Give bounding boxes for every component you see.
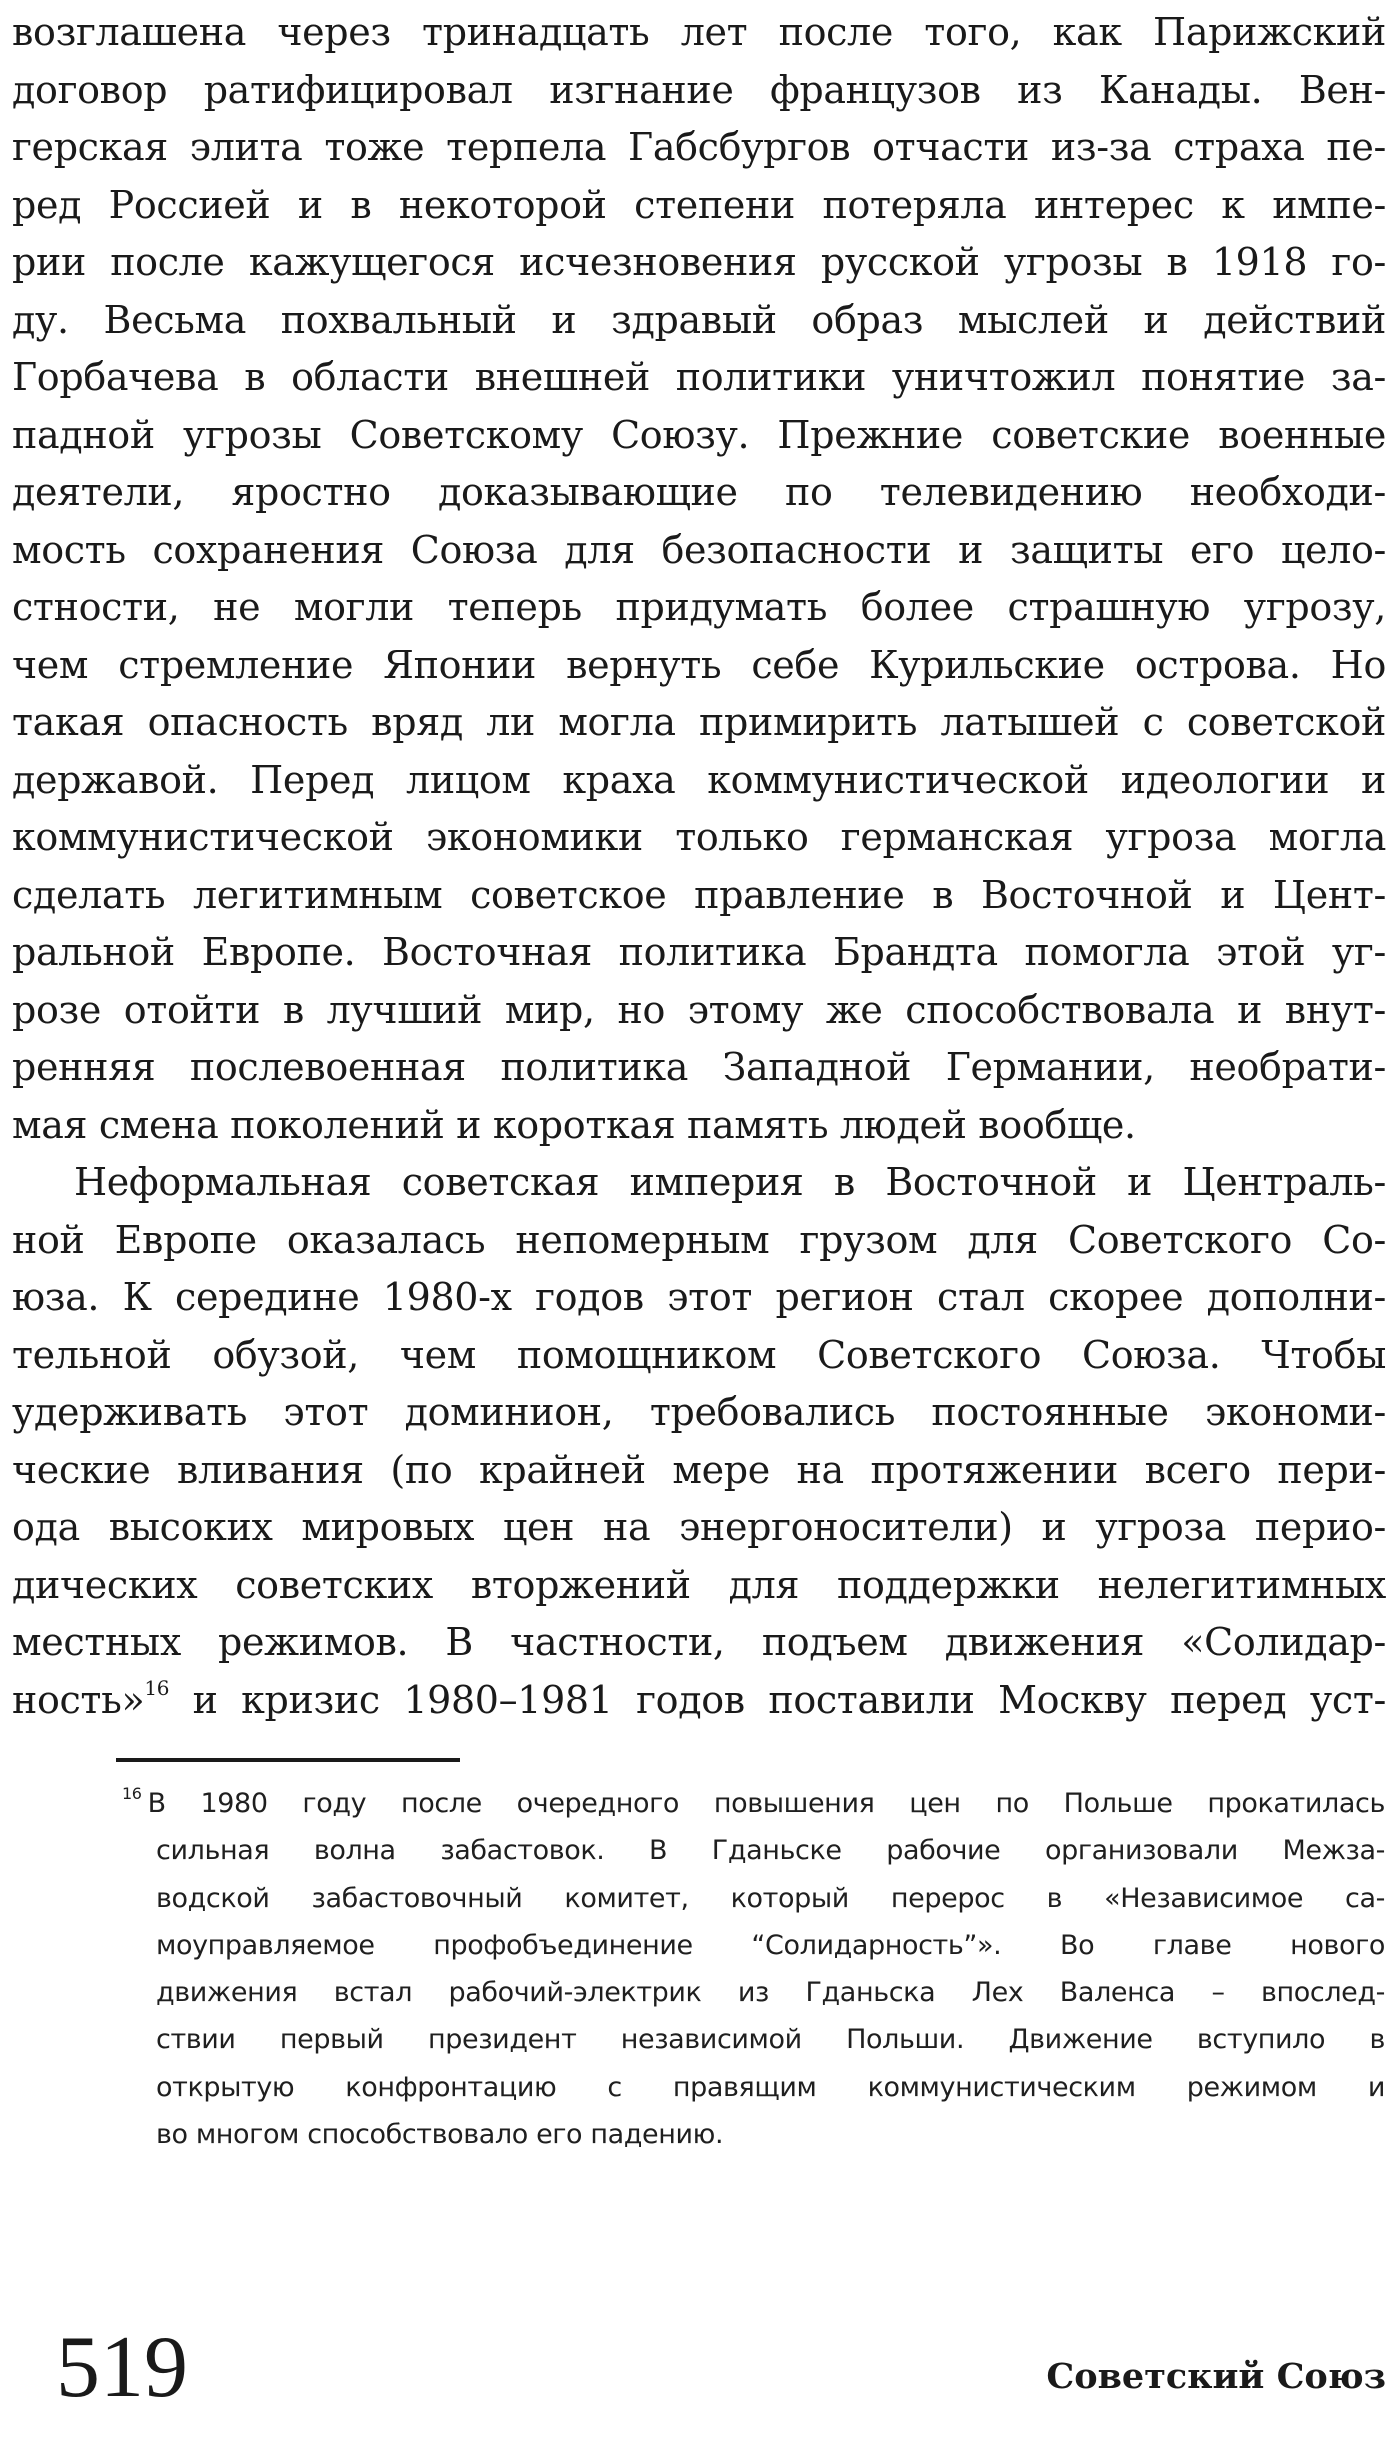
body-line: ред Россией и в некоторой степени потеряла интерес к импе- — [12, 182, 1386, 227]
footnote-line: во многом способствовало его падению. — [156, 2119, 724, 2151]
footnote-line: сильная волна забастовок. В Гданьске рабочие организовали Межза- — [156, 1835, 1385, 1867]
running-title: Советский Союз — [1046, 2356, 1386, 2397]
body-line: дических советских вторжений для поддержки нелегитимных — [12, 1562, 1386, 1607]
body-line: ду. Весьма похвальный и здравый образ мыслей и действий — [12, 297, 1386, 342]
body-line: договор ратифицировал изгнание французов из Канады. Вен- — [12, 67, 1386, 112]
footnote-text: В 1980 году после очередного повышения цен по Польше прокатилась — [147, 1788, 1385, 1819]
footnote-line: открытую конфронтацию с правящим коммунистическим режимом и — [156, 2071, 1385, 2103]
body-line-start: ность» — [12, 1677, 145, 1722]
body-line: местных режимов. В частности, подъем движения «Солидар- — [12, 1620, 1386, 1664]
footnote-line: водской забастовочный комитет, который перерос в «Независимое са- — [156, 1882, 1385, 1914]
footnote-line: движения встал рабочий-электрик из Гданьска Лех Валенса – впослед- — [156, 1977, 1385, 2009]
body-line: падной угрозы Советскому Союзу. Прежние советские военные — [12, 412, 1386, 457]
body-line: стности, не могли теперь придумать более страшную угрозу, — [12, 585, 1386, 629]
body-line-with-footnote-ref — [12, 1672, 1386, 1730]
body-line: герская элита тоже терпела Габсбургов отчасти из-за страха пе- — [12, 125, 1386, 169]
body-line: Горбачева в области внешней политики уничтожил понятие за- — [12, 355, 1386, 399]
body-text — [12, 4, 1386, 1729]
body-line: чем стремление Японии вернуть себе Курильские острова. Но — [12, 642, 1386, 687]
footnote-separator — [116, 1758, 460, 1762]
body-line: деятели, яростно доказывающие по телевидению необходи- — [12, 470, 1386, 514]
body-line: возглашена через тринадцать лет после того, как Парижский — [12, 10, 1386, 54]
body-line: такая опасность вряд ли могла примирить латышей с советской — [12, 700, 1386, 744]
body-line: державой. Перед лицом краха коммунистической идеологии и — [12, 757, 1386, 802]
footnote — [122, 1780, 1385, 2158]
page-number: 519 — [56, 2319, 188, 2416]
body-line: сделать легитимным советское правление в Восточной и Цент- — [12, 872, 1386, 917]
footnote-line: моуправляемое профобъединение “Солидарность”». Во главе нового — [156, 1929, 1385, 1961]
footnote-line: ствии первый президент независимой Польши. Движение вступило в — [156, 2024, 1385, 2056]
body-line: юза. К середине 1980-х годов этот регион стал скорее дополни- — [12, 1275, 1386, 1319]
body-line: рии после кажущегося исчезновения русской угрозы в 1918 го- — [12, 240, 1386, 284]
paragraph-first-line: Неформальная советская империя в Восточной и Централь- — [74, 1160, 1386, 1204]
body-line: тельной обузой, чем помощником Советского Союза. Чтобы — [12, 1332, 1386, 1377]
body-line: розе отойти в лучший мир, но этому же способствовала и внут- — [12, 987, 1386, 1032]
body-line: удерживать этот доминион, требовались постоянные экономи- — [12, 1390, 1386, 1434]
body-line: мость сохранения Союза для безопасности и защиты его цело- — [12, 527, 1386, 572]
footnote-reference[interactable]: 16 — [144, 1675, 170, 1700]
body-line: ческие вливания (по крайней мере на протяжении всего пери- — [12, 1447, 1386, 1492]
body-line-end: и кризис 1980–1981 годов поставили Москву перед уст- — [169, 1677, 1386, 1722]
body-line: ренняя послевоенная политика Западной Германии, необрати- — [12, 1045, 1386, 1089]
footnote-marker: 16 — [122, 1784, 142, 1803]
footnote-line — [122, 1780, 1385, 1827]
body-line: ральной Европе. Восточная политика Брандта помогла этой уг- — [12, 930, 1386, 974]
body-line: коммунистической экономики только германская угроза могла — [12, 815, 1386, 859]
body-line: ной Европе оказалась непомерным грузом для Советского Со- — [12, 1217, 1386, 1262]
body-line: мая смена поколений и короткая память людей вообще. — [12, 1102, 1136, 1147]
body-line: ода высоких мировых цен на энергоносители) и угроза перио- — [12, 1505, 1386, 1549]
